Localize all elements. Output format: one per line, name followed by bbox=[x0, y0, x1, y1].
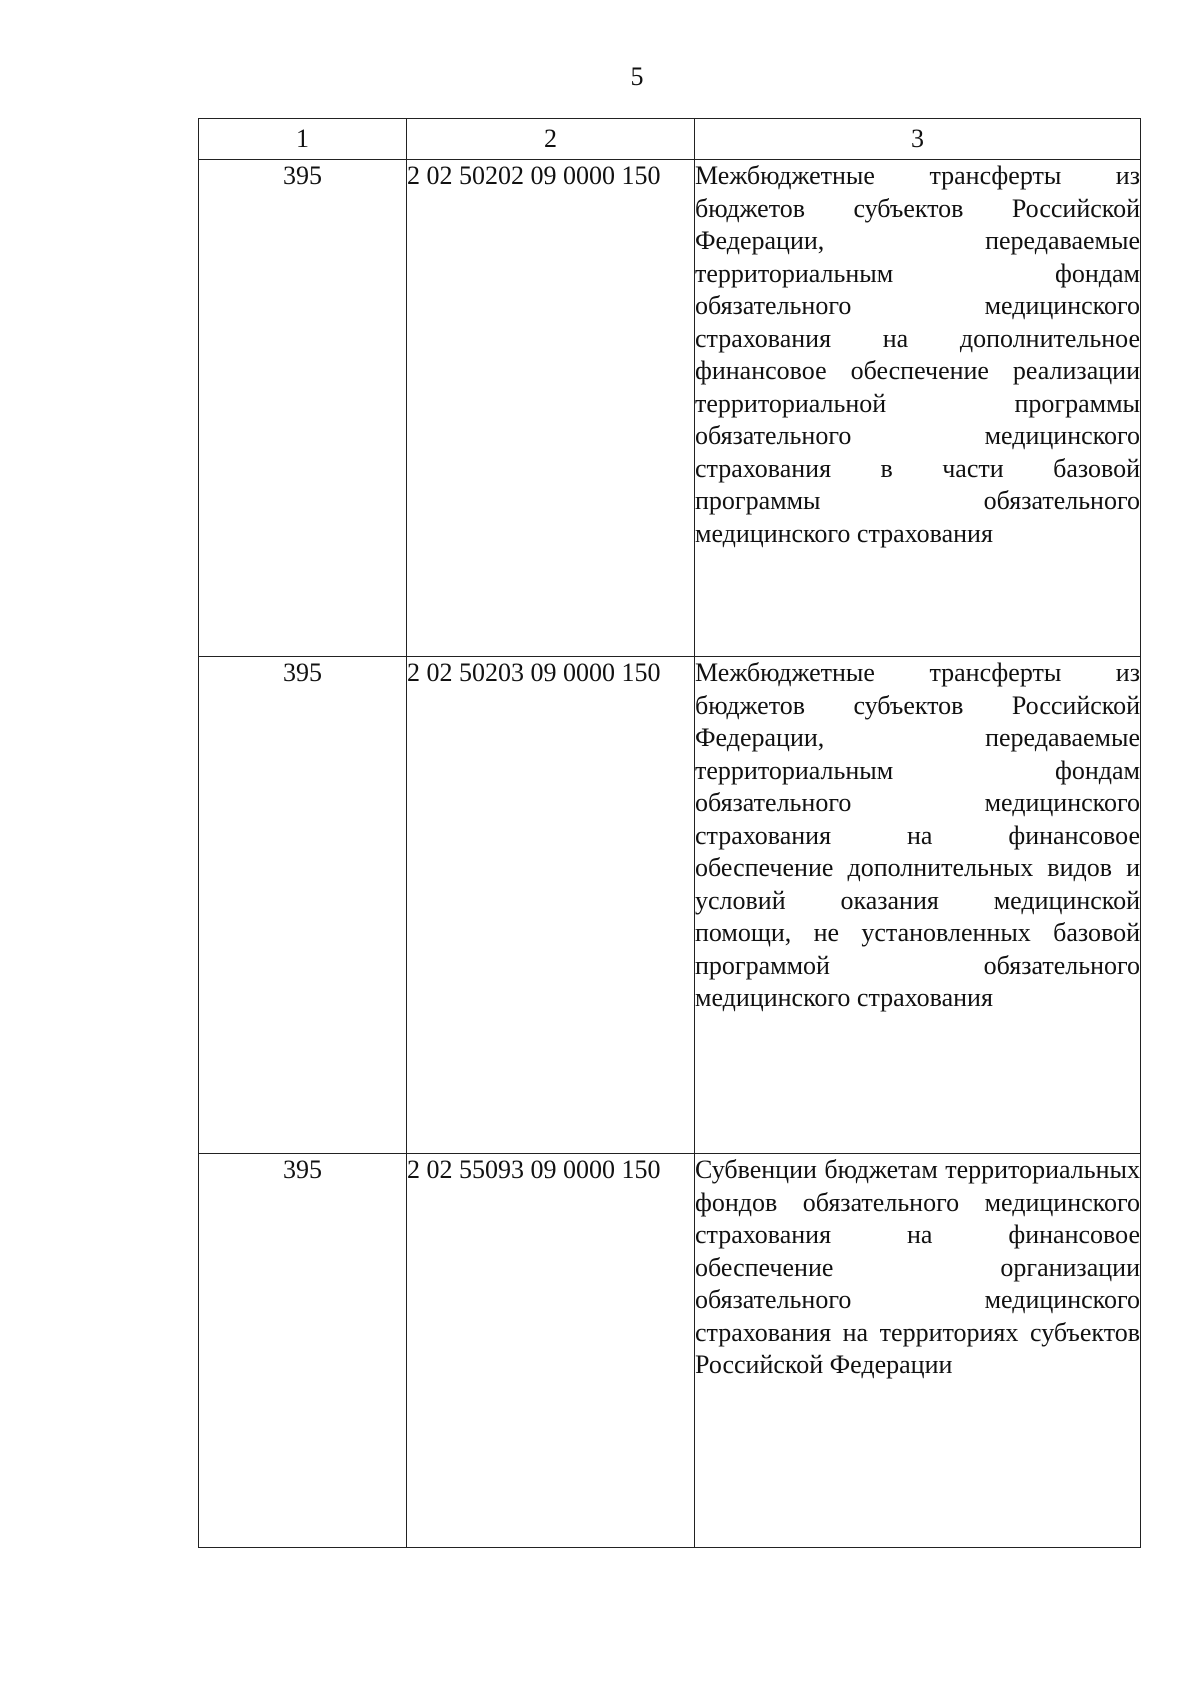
column-header-1: 1 bbox=[199, 119, 407, 160]
budget-classification-table bbox=[198, 118, 1141, 1548]
page-number: 5 bbox=[630, 62, 644, 91]
admin-code-cell: 395 bbox=[199, 160, 407, 657]
table-header-row bbox=[199, 119, 1141, 160]
income-name-cell: Межбюджетные трансферты из бюджетов субъектов Российской Федерации, передаваемые территориальным фондам обязательного медицинского страхования на дополнительное финансовое обеспечение реализации территориальной программы обязательного медицинского страхования в части базовой программы обязательного медицинского страхования bbox=[695, 160, 1141, 657]
table-row bbox=[199, 1154, 1141, 1548]
column-header-2: 2 bbox=[407, 119, 695, 160]
income-code-cell: 2 02 50202 09 0000 150 bbox=[407, 160, 695, 657]
income-code-cell: 2 02 55093 09 0000 150 bbox=[407, 1154, 695, 1548]
admin-code-cell: 395 bbox=[199, 1154, 407, 1548]
column-header-3: 3 bbox=[695, 119, 1141, 160]
income-name-cell: Субвенции бюджетам территориальных фондов обязательного медицинского страхования на финансовое обеспечение организации обязательного медицинского страхования на территориях субъектов Российской Федерации bbox=[695, 1154, 1141, 1548]
table-row bbox=[199, 160, 1141, 657]
table-row bbox=[199, 657, 1141, 1154]
income-code-cell: 2 02 50203 09 0000 150 bbox=[407, 657, 695, 1154]
admin-code-cell: 395 bbox=[199, 657, 407, 1154]
income-name-cell: Межбюджетные трансферты из бюджетов субъектов Российской Федерации, передаваемые территориальным фондам обязательного медицинского страхования на финансовое обеспечение дополнительных видов и условий оказания медицинской помощи, не установленных базовой программой обязательного медицинского страхования bbox=[695, 657, 1141, 1154]
